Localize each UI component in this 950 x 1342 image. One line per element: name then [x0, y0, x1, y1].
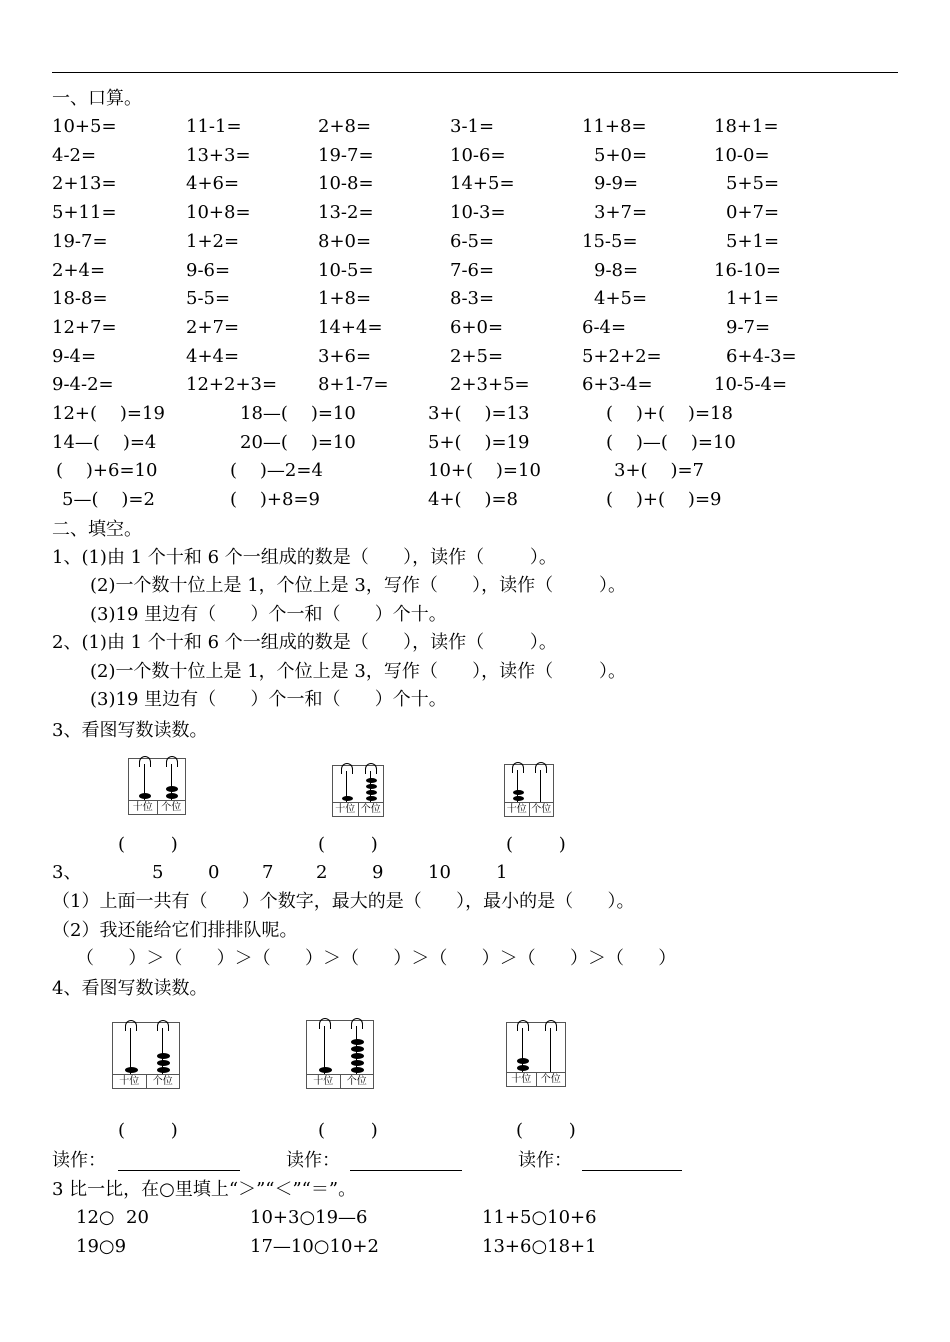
ones-label: 个位 — [146, 1075, 180, 1088]
q3-abacus-title: 3、看图写数读数。 — [52, 720, 208, 741]
calc-item: 10+8= — [186, 202, 251, 224]
calc-item: 19-7= — [52, 230, 108, 252]
read-label-1: 读作： — [52, 1150, 106, 1171]
compare-item: 13+6○18+1 — [482, 1236, 597, 1257]
q1-line-1: 1、(1)由 1 个十和 6 个一组成的数是（ ），读作（ ）。 — [52, 547, 557, 568]
abacus-answer-4: ( ) — [118, 1120, 178, 1141]
abacus-bead — [513, 790, 524, 795]
abacus-frame — [506, 1022, 566, 1073]
calc-item: 11-1= — [186, 116, 242, 137]
abacus-answer-2: ( ) — [318, 834, 378, 855]
fill-blank-item: 4+( )=8 — [428, 489, 518, 511]
calc-item: 10-5= — [318, 259, 374, 281]
calc-item: 15-5= — [582, 230, 638, 252]
compare-item: 17—10○10+2 — [250, 1236, 379, 1257]
q3-line-3: （ ）＞（ ）＞（ ）＞（ ）＞（ ）＞（ ）＞（ ） — [76, 948, 677, 969]
abacus-bead — [157, 1067, 170, 1073]
rod-cap — [365, 763, 377, 774]
fill-blank-item: 18—( )=10 — [240, 403, 356, 424]
number-item: 0 — [208, 862, 220, 883]
abacus-bead — [351, 1046, 364, 1052]
abacus-bead — [139, 793, 151, 799]
fill-blank-item: 20—( )=10 — [240, 431, 356, 453]
abacus-frame — [112, 1022, 180, 1075]
abacus-bead — [351, 1039, 364, 1045]
calc-item: 2+3+5= — [450, 374, 530, 396]
number-item: 1 — [496, 862, 508, 883]
calc-item: 8+0= — [318, 230, 372, 252]
calc-item: 2+8= — [318, 116, 372, 137]
calc-item: 6+0= — [450, 316, 504, 338]
calc-item: 2+7= — [186, 316, 240, 338]
compare-item: 11+5○10+6 — [482, 1207, 597, 1228]
rod-cap — [351, 1018, 363, 1029]
number-item: 7 — [262, 862, 274, 883]
compare-item: 10+3○19—6 — [250, 1207, 368, 1228]
rod-cap — [166, 756, 178, 767]
fill-blank-item: ( )—( )=10 — [606, 431, 736, 453]
q3-line-2: （2）我还能给它们排排队呢。 — [52, 920, 298, 941]
calc-item: 13+3= — [186, 144, 251, 166]
calc-item: 10-5-4= — [714, 374, 788, 396]
abacus-bead — [366, 796, 377, 801]
calc-item: 3+6= — [318, 345, 372, 367]
ones-label: 个位 — [529, 803, 554, 816]
abacus-bead — [366, 778, 377, 783]
fill-blank-item: 14—( )=4 — [52, 431, 157, 453]
calc-item: 11+8= — [582, 116, 647, 137]
abacus-bead — [166, 793, 178, 799]
number-item: 10 — [428, 862, 451, 883]
top-rule — [52, 72, 898, 73]
calc-item: 9-6= — [186, 259, 231, 281]
calc-item: 0+7= — [726, 202, 780, 224]
calc-item: 6-4= — [582, 316, 627, 338]
calc-item: 4+6= — [186, 173, 240, 195]
abacus-bead — [513, 796, 524, 801]
abacus-answer-3: ( ) — [506, 834, 566, 855]
calc-item: 10-3= — [450, 202, 506, 224]
q2-line-3: (3)19 里边有（ ）个一和（ ）个十。 — [90, 689, 447, 710]
abacus-bead — [125, 1067, 138, 1073]
tens-label: 十位 — [506, 804, 527, 815]
ones-rod — [540, 770, 541, 802]
section-1-title: 一、口算。 — [52, 88, 142, 109]
calc-item: 6-5= — [450, 230, 495, 252]
calc-item: 7-6= — [450, 259, 495, 281]
calc-item: 1+8= — [318, 288, 372, 310]
calc-item: 4+4= — [186, 345, 240, 367]
compare-item: 12○ 20 — [76, 1207, 149, 1228]
q4-title: 4、看图写数读数。 — [52, 978, 208, 999]
abacus-base — [504, 802, 554, 817]
calc-item: 5+11= — [52, 202, 117, 224]
ones-label: 个位 — [536, 1073, 566, 1086]
abacus-bead — [517, 1058, 529, 1064]
calc-item: 6+4-3= — [726, 345, 797, 367]
calc-item: 5+2+2= — [582, 345, 662, 367]
number-item: 5 — [152, 862, 164, 883]
fill-blank-item: 10+( )=10 — [428, 460, 541, 482]
calc-item: 5+1= — [726, 230, 780, 252]
calc-item: 6+3-4= — [582, 374, 653, 396]
calc-item: 3-1= — [450, 116, 495, 137]
tens-label: 十位 — [119, 1076, 140, 1087]
calc-item: 9-4= — [52, 345, 97, 367]
read-blank-2[interactable] — [350, 1170, 462, 1171]
calc-item: 9-4-2= — [52, 374, 114, 396]
abacus-bead — [157, 1053, 170, 1059]
calc-item: 19-7= — [318, 144, 374, 166]
rod-cap — [125, 1020, 137, 1031]
abacus-base — [112, 1074, 180, 1089]
abacus-base — [128, 800, 186, 815]
fill-blank-item: 5—( )=2 — [62, 489, 155, 511]
read-blank-1[interactable] — [118, 1170, 240, 1171]
compare-item: 19○9 — [76, 1236, 127, 1257]
q3-line-1: （1）上面一共有（ ）个数字，最大的是（ ），最小的是（ ）。 — [52, 891, 635, 912]
calc-item: 9-7= — [726, 316, 771, 338]
fill-blank-item: 3+( )=7 — [614, 460, 704, 482]
number-item: 9 — [372, 862, 384, 883]
calc-item: 18-8= — [52, 288, 108, 310]
fill-blank-item: 3+( )=13 — [428, 403, 530, 424]
abacus-base — [506, 1072, 566, 1087]
calc-item: 4-2= — [52, 144, 97, 166]
abacus-bead — [351, 1067, 364, 1073]
tens-label: 十位 — [335, 804, 356, 815]
abacus-bead — [366, 790, 377, 795]
q1-line-3: (3)19 里边有（ ）个一和（ ）个十。 — [90, 604, 447, 625]
ones-label: 个位 — [157, 801, 186, 814]
abacus-answer-1: ( ) — [118, 834, 178, 855]
calc-item: 2+5= — [450, 345, 504, 367]
calc-item: 2+4= — [52, 259, 106, 281]
q2-line-1: 2、(1)由 1 个十和 6 个一组成的数是（ ），读作（ ）。 — [52, 632, 557, 653]
fill-blank-item: 5+( )=19 — [428, 431, 530, 453]
number-item: 2 — [316, 862, 328, 883]
fill-blank-item: ( )+( )=9 — [606, 489, 722, 511]
abacus-bead — [342, 796, 353, 801]
calc-item: 10-6= — [450, 144, 506, 166]
calc-item: 9-9= — [594, 173, 639, 195]
q2-line-2: (2)一个数十位上是 1，个位上是 3，写作（ ），读作（ ）。 — [90, 661, 626, 682]
calc-item: 16-10= — [714, 259, 781, 281]
tens-label: 十位 — [313, 1076, 334, 1087]
calc-item: 5+5= — [726, 173, 780, 195]
abacus-base — [306, 1074, 374, 1089]
compare-title: 3 比一比，在○里填上“＞”“＜”“＝”。 — [52, 1179, 357, 1200]
rod-cap — [319, 1018, 331, 1029]
fill-blank-item: 12+( )=19 — [52, 403, 165, 424]
q1-line-2: (2)一个数十位上是 1，个位上是 3，写作（ ），读作（ ）。 — [90, 575, 626, 596]
rod-cap — [545, 1020, 557, 1031]
abacus-base — [332, 802, 384, 817]
calc-item: 2+13= — [52, 173, 117, 195]
calc-item: 9-8= — [594, 259, 639, 281]
rod-cap — [517, 1020, 529, 1031]
calc-item: 18+1= — [714, 116, 779, 137]
abacus-answer-5: ( ) — [318, 1120, 378, 1141]
abacus-frame — [306, 1020, 374, 1075]
rod-cap — [535, 762, 547, 773]
ones-label: 个位 — [340, 1075, 374, 1088]
calc-item: 14+5= — [450, 173, 515, 195]
calc-item: 12+7= — [52, 316, 117, 338]
abacus-bead — [351, 1060, 364, 1066]
fill-blank-item: ( )+( )=18 — [606, 403, 733, 424]
abacus-answer-6: ( ) — [516, 1120, 576, 1141]
abacus-bead — [319, 1067, 332, 1073]
fill-blank-item: ( )+8=9 — [230, 489, 320, 511]
calc-item: 4+5= — [594, 288, 648, 310]
abacus-bead — [157, 1060, 170, 1066]
ones-rod — [550, 1028, 551, 1072]
calc-item: 14+4= — [318, 316, 383, 338]
calc-item: 12+2+3= — [186, 374, 278, 396]
tens-label: 十位 — [511, 1074, 532, 1085]
read-blank-3[interactable] — [582, 1170, 682, 1171]
calc-item: 10+5= — [52, 116, 117, 137]
fill-blank-item: ( )—2=4 — [230, 460, 323, 482]
calc-item: 10-0= — [714, 144, 770, 166]
calc-item: 5+0= — [594, 144, 648, 166]
rod-cap — [512, 762, 524, 773]
abacus-bead — [517, 1065, 529, 1071]
q3-label: 3、 — [52, 862, 82, 883]
abacus-bead — [366, 784, 377, 789]
calc-item: 3+7= — [594, 202, 648, 224]
rod-cap — [157, 1020, 169, 1031]
calc-item: 8+1-7= — [318, 374, 389, 396]
abacus-bead — [351, 1053, 364, 1059]
tens-label: 十位 — [132, 802, 153, 813]
abacus-bead — [166, 786, 178, 792]
calc-item: 5-5= — [186, 288, 231, 310]
calc-item: 1+2= — [186, 230, 240, 252]
read-label-2: 读作： — [286, 1150, 340, 1171]
fill-blank-item: ( )+6=10 — [56, 460, 158, 482]
rod-cap — [341, 763, 353, 774]
read-label-3: 读作： — [518, 1150, 572, 1171]
calc-item: 1+1= — [726, 288, 780, 310]
rod-cap — [139, 756, 151, 767]
section-2-title: 二、填空。 — [52, 519, 142, 540]
calc-item: 13-2= — [318, 202, 374, 224]
ones-label: 个位 — [358, 803, 384, 816]
calc-item: 8-3= — [450, 288, 495, 310]
calc-item: 10-8= — [318, 173, 374, 195]
